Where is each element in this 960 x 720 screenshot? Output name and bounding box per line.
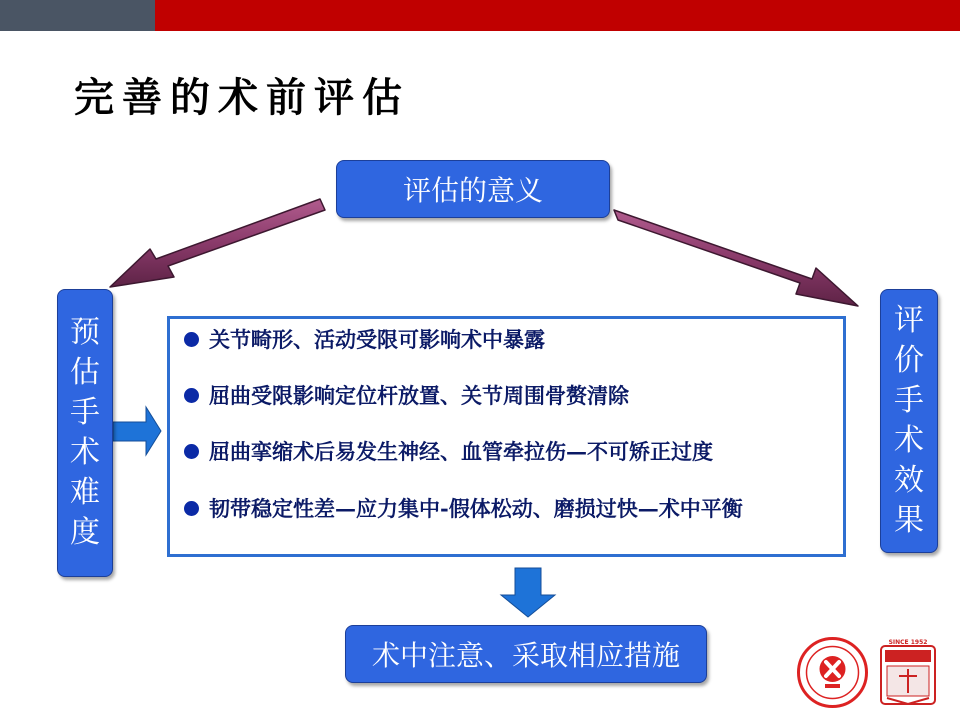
slide-title: 完善的术前评估 — [74, 74, 410, 121]
key-points-box — [167, 316, 846, 557]
evaluation-meaning-box — [336, 160, 610, 218]
since-banner: SINCE 1952 — [888, 639, 928, 646]
intraoperative-measures-box — [345, 625, 707, 683]
bullet-dot-icon — [184, 444, 199, 459]
bullet-dot-icon — [184, 332, 199, 347]
key-point-item — [184, 380, 629, 410]
key-point-text: 屈曲挛缩术后易发生神经、血管牵拉伤—不可矫正过度 — [209, 439, 713, 464]
key-point-text: 屈曲受限影响定位杆放置、关节周围骨赘清除 — [209, 383, 629, 408]
left-diagonal-arrow — [110, 199, 325, 287]
key-point-text: 关节畸形、活动受限可影响术中暴露 — [209, 327, 545, 352]
bullet-dot-icon — [184, 501, 199, 516]
right-diagonal-arrow — [614, 210, 858, 306]
hospital-seal-icon — [795, 635, 870, 710]
key-point-text: 韧带稳定性差—应力集中-假体松动、磨损过快—术中平衡 — [209, 496, 743, 521]
right-pointing-arrow — [113, 407, 161, 455]
estimate-difficulty-box — [57, 289, 113, 577]
evaluate-outcome-box — [880, 289, 938, 553]
evaluation-meaning-label: 评估的意义 — [402, 174, 543, 207]
down-pointing-arrow — [501, 568, 555, 617]
key-point-item — [184, 324, 545, 354]
bullet-dot-icon — [184, 388, 199, 403]
intraoperative-measures-label: 术中注意、采取相应措施 — [371, 639, 680, 672]
orthopedics-crest-icon — [877, 636, 939, 708]
estimate-difficulty-label: 预估手术难度 — [70, 315, 100, 550]
key-point-item — [184, 436, 713, 466]
key-point-item — [184, 493, 743, 523]
evaluate-outcome-label: 评价手术效果 — [894, 303, 924, 538]
